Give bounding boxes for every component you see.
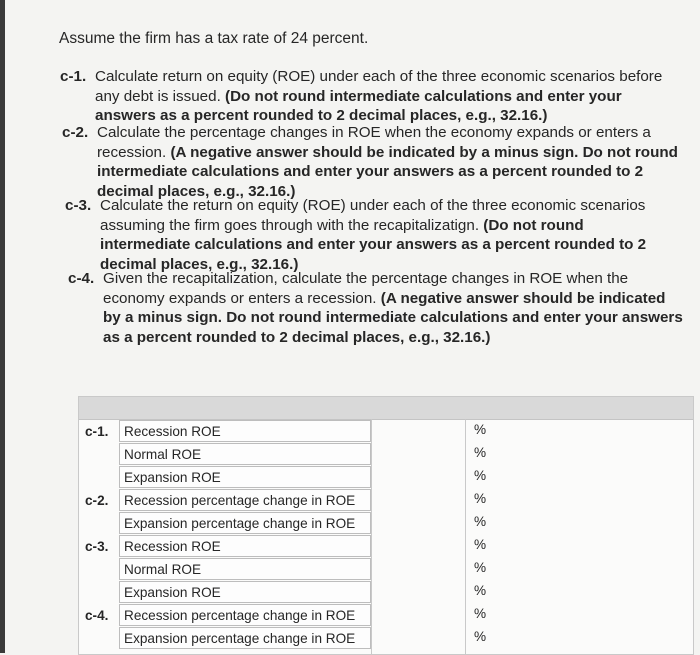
question-c3 — [65, 196, 694, 274]
question-c1 — [60, 67, 694, 126]
question-line: decimal places, e.g., 32.16.) — [100, 255, 299, 273]
table-row — [79, 466, 693, 489]
row-label: Expansion percentage change in ROE — [119, 512, 371, 534]
table-header — [79, 397, 693, 420]
question-line: recession. (A negative answer should be indicated by a minus sign. Do not round — [97, 143, 678, 161]
question-line: Calculate the percentage changes in ROE when the economy expands or enters a — [97, 124, 651, 141]
row-label: Normal ROE — [119, 558, 371, 580]
percent-unit: % — [474, 606, 487, 621]
row-label: Recession percentage change in ROE — [119, 489, 371, 511]
answer-input[interactable] — [372, 581, 464, 603]
row-label: Expansion percentage change in ROE — [119, 627, 371, 649]
question-line: by a minus sign. Do not round intermediate calculations and enter your answers — [103, 309, 683, 326]
row-label: Expansion ROE — [119, 581, 371, 603]
answer-input[interactable] — [372, 558, 464, 580]
answer-input[interactable] — [372, 627, 464, 649]
section-label: c-2. — [85, 493, 109, 508]
answer-input[interactable] — [372, 604, 464, 626]
section-label: c-4. — [85, 608, 109, 623]
question-line: any debt is issued. (Do not round intermediate calculations and enter your — [95, 87, 622, 105]
question-line: as a percent rounded to 2 decimal places, e.g., 32.16.) — [103, 328, 491, 346]
table-row — [79, 581, 693, 604]
question-line: intermediate calculations and enter your answers as a percent rounded to 2 — [97, 163, 644, 180]
question-label: c-4. — [68, 270, 95, 287]
question-line: economy expands or enters a recession. (A negative answer should be indicated — [103, 289, 666, 307]
table-row — [79, 535, 693, 558]
question-line: Given the recapitalization, calculate the percentage changes in ROE when the — [103, 270, 629, 287]
row-label: Recession ROE — [119, 535, 371, 557]
table-row — [79, 420, 693, 443]
question-line: decimal places, e.g., 32.16.) — [97, 182, 296, 200]
table-row — [79, 604, 693, 627]
percent-unit: % — [474, 445, 487, 460]
question-label: c-2. — [62, 124, 89, 141]
percent-unit: % — [474, 560, 487, 575]
percent-unit: % — [474, 468, 487, 483]
answer-input[interactable] — [372, 489, 464, 511]
intro-text: Assume the firm has a tax rate of 24 percent. — [59, 30, 369, 47]
table-row — [79, 558, 693, 581]
percent-unit: % — [474, 583, 487, 598]
answer-input[interactable] — [372, 420, 464, 442]
row-label: Recession ROE — [119, 420, 371, 442]
answer-input[interactable] — [372, 535, 464, 557]
question-label: c-3. — [65, 197, 92, 214]
row-label: Expansion ROE — [119, 466, 371, 488]
question-line: assuming the firm goes through with the recapitalizatign. (Do not round — [100, 216, 584, 234]
table-row — [79, 443, 693, 466]
answer-input[interactable] — [372, 443, 464, 465]
question-c2 — [62, 123, 694, 201]
question-line: Calculate return on equity (ROE) under each of the three economic scenarios before — [95, 68, 663, 85]
table-row — [79, 489, 693, 512]
table-row — [79, 512, 693, 535]
section-label: c-3. — [85, 539, 109, 554]
percent-unit: % — [474, 491, 487, 506]
table-row — [79, 627, 693, 650]
left-edge-strip — [0, 0, 5, 653]
section-label: c-1. — [85, 424, 109, 439]
percent-unit: % — [474, 514, 487, 529]
question-line: Calculate the return on equity (ROE) under each of the three economic scenarios — [100, 197, 646, 214]
question-label: c-1. — [60, 68, 87, 85]
row-label: Recession percentage change in ROE — [119, 604, 371, 626]
percent-unit: % — [474, 629, 487, 644]
question-line: intermediate calculations and enter your answers as a percent rounded to 2 — [100, 236, 647, 253]
question-line: answers as a percent rounded to 2 decimal places, e.g., 32.16.) — [95, 107, 548, 124]
question-c4 — [68, 269, 694, 347]
percent-unit: % — [474, 422, 487, 437]
answer-table — [78, 396, 694, 655]
percent-unit: % — [474, 537, 487, 552]
answer-input[interactable] — [372, 512, 464, 534]
row-label: Normal ROE — [119, 443, 371, 465]
answer-input[interactable] — [372, 466, 464, 488]
